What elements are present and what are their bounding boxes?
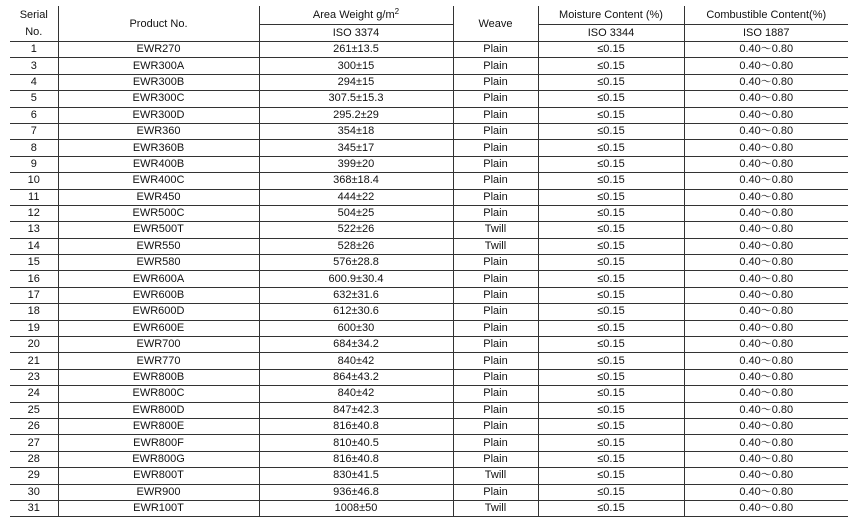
area-weight-header: [259, 6, 453, 25]
area-weight-cell: 1008±50: [259, 500, 453, 516]
table-row: [10, 402, 848, 418]
weave-cell: Plain: [453, 369, 538, 385]
area-weight-cell: 840±42: [259, 386, 453, 402]
moisture-cell: ≤0.15: [538, 304, 684, 320]
combustible-cell: 0.40～0.80: [684, 107, 848, 123]
combustible-cell: 0.40～0.80: [684, 304, 848, 320]
table-row: [10, 205, 848, 221]
moisture-cell: ≤0.15: [538, 205, 684, 221]
weave-cell: Plain: [453, 418, 538, 434]
table-row: [10, 418, 848, 434]
product-cell: EWR800C: [58, 386, 259, 402]
area-weight-standard: ISO 3374: [259, 25, 453, 42]
moisture-cell: ≤0.15: [538, 107, 684, 123]
serial-cell: 31: [10, 500, 58, 516]
table-row: [10, 58, 848, 74]
moisture-cell: ≤0.15: [538, 42, 684, 58]
table-row: [10, 255, 848, 271]
combustible-cell: 0.40～0.80: [684, 91, 848, 107]
combustible-cell: 0.40～0.80: [684, 386, 848, 402]
combustible-cell: 0.40～0.80: [684, 140, 848, 156]
weave-cell: Plain: [453, 58, 538, 74]
moisture-cell: ≤0.15: [538, 468, 684, 484]
combustible-cell: 0.40～0.80: [684, 353, 848, 369]
moisture-cell: ≤0.15: [538, 418, 684, 434]
serial-header: [10, 6, 58, 42]
product-cell: EWR770: [58, 353, 259, 369]
combustible-cell: 0.40～0.80: [684, 402, 848, 418]
serial-header-line1: Serial: [19, 8, 48, 21]
product-cell: EWR600D: [58, 304, 259, 320]
moisture-cell: ≤0.15: [538, 337, 684, 353]
serial-cell: 5: [10, 91, 58, 107]
moisture-cell: ≤0.15: [538, 156, 684, 172]
product-cell: EWR800E: [58, 418, 259, 434]
serial-cell: 11: [10, 189, 58, 205]
area-weight-cell: 612±30.6: [259, 304, 453, 320]
table-row: [10, 435, 848, 451]
serial-cell: 16: [10, 271, 58, 287]
moisture-cell: ≤0.15: [538, 271, 684, 287]
combustible-header: Combustible Content(%): [684, 6, 848, 25]
serial-cell: 13: [10, 222, 58, 238]
table-row: [10, 468, 848, 484]
serial-cell: 12: [10, 205, 58, 221]
product-cell: EWR580: [58, 255, 259, 271]
serial-cell: 27: [10, 435, 58, 451]
product-cell: EWR600A: [58, 271, 259, 287]
combustible-cell: 0.40～0.80: [684, 189, 848, 205]
table-row: [10, 222, 848, 238]
weave-cell: Plain: [453, 435, 538, 451]
moisture-cell: ≤0.15: [538, 500, 684, 516]
moisture-cell: ≤0.15: [538, 255, 684, 271]
combustible-cell: 0.40～0.80: [684, 369, 848, 385]
moisture-cell: ≤0.15: [538, 386, 684, 402]
serial-cell: 9: [10, 156, 58, 172]
serial-cell: 17: [10, 287, 58, 303]
table-row: [10, 74, 848, 90]
product-cell: EWR800T: [58, 468, 259, 484]
weave-cell: Plain: [453, 173, 538, 189]
serial-cell: 14: [10, 238, 58, 254]
area-weight-cell: 444±22: [259, 189, 453, 205]
weave-cell: Plain: [453, 337, 538, 353]
area-weight-cell: 576±28.8: [259, 255, 453, 271]
area-weight-cell: 864±43.2: [259, 369, 453, 385]
product-cell: EWR300B: [58, 74, 259, 90]
area-weight-cell: 295.2±29: [259, 107, 453, 123]
moisture-cell: ≤0.15: [538, 484, 684, 500]
product-cell: EWR450: [58, 189, 259, 205]
table-row: [10, 156, 848, 172]
product-cell: EWR900: [58, 484, 259, 500]
product-header: Product No.: [58, 6, 259, 42]
combustible-cell: 0.40～0.80: [684, 123, 848, 139]
weave-cell: Plain: [453, 74, 538, 90]
area-weight-cell: 847±42.3: [259, 402, 453, 418]
combustible-cell: 0.40～0.80: [684, 337, 848, 353]
weave-cell: Plain: [453, 386, 538, 402]
product-cell: EWR100T: [58, 500, 259, 516]
area-weight-cell: 528±26: [259, 238, 453, 254]
weave-cell: Plain: [453, 402, 538, 418]
weave-cell: Plain: [453, 189, 538, 205]
weave-cell: Plain: [453, 271, 538, 287]
product-cell: EWR800G: [58, 451, 259, 467]
serial-cell: 10: [10, 173, 58, 189]
moisture-standard: ISO 3344: [538, 25, 684, 42]
specification-table: [10, 6, 848, 517]
area-weight-cell: 936±46.8: [259, 484, 453, 500]
weave-cell: Plain: [453, 140, 538, 156]
combustible-cell: 0.40～0.80: [684, 418, 848, 434]
combustible-cell: 0.40～0.80: [684, 287, 848, 303]
weave-cell: Plain: [453, 156, 538, 172]
weave-cell: Plain: [453, 320, 538, 336]
combustible-cell: 0.40～0.80: [684, 451, 848, 467]
product-cell: EWR270: [58, 42, 259, 58]
serial-cell: 6: [10, 107, 58, 123]
table-row: [10, 320, 848, 336]
product-cell: EWR500C: [58, 205, 259, 221]
area-weight-cell: 354±18: [259, 123, 453, 139]
table-row: [10, 140, 848, 156]
combustible-cell: 0.40～0.80: [684, 500, 848, 516]
product-cell: EWR360B: [58, 140, 259, 156]
area-weight-cell: 816±40.8: [259, 418, 453, 434]
product-cell: EWR500T: [58, 222, 259, 238]
product-cell: EWR800B: [58, 369, 259, 385]
area-weight-cell: 294±15: [259, 74, 453, 90]
combustible-cell: 0.40～0.80: [684, 484, 848, 500]
product-cell: EWR400C: [58, 173, 259, 189]
weave-cell: Plain: [453, 353, 538, 369]
weave-cell: Twill: [453, 468, 538, 484]
product-cell: EWR700: [58, 337, 259, 353]
product-cell: EWR600B: [58, 287, 259, 303]
serial-cell: 21: [10, 353, 58, 369]
moisture-cell: ≤0.15: [538, 353, 684, 369]
weave-header: Weave: [453, 6, 538, 42]
product-cell: EWR300A: [58, 58, 259, 74]
table-row: [10, 304, 848, 320]
combustible-cell: 0.40～0.80: [684, 156, 848, 172]
product-cell: EWR300D: [58, 107, 259, 123]
serial-cell: 19: [10, 320, 58, 336]
table-row: [10, 337, 848, 353]
serial-cell: 30: [10, 484, 58, 500]
moisture-cell: ≤0.15: [538, 238, 684, 254]
moisture-cell: ≤0.15: [538, 91, 684, 107]
moisture-cell: ≤0.15: [538, 369, 684, 385]
product-cell: EWR300C: [58, 91, 259, 107]
area-weight-cell: 522±26: [259, 222, 453, 238]
product-cell: EWR600E: [58, 320, 259, 336]
product-cell: EWR550: [58, 238, 259, 254]
weave-cell: Plain: [453, 91, 538, 107]
table-row: [10, 386, 848, 402]
moisture-cell: ≤0.15: [538, 173, 684, 189]
table-row: [10, 107, 848, 123]
combustible-cell: 0.40～0.80: [684, 74, 848, 90]
area-weight-cell: 816±40.8: [259, 451, 453, 467]
moisture-header: Moisture Content (%): [538, 6, 684, 25]
table-row: [10, 287, 848, 303]
weave-cell: Plain: [453, 484, 538, 500]
area-weight-cell: 300±15: [259, 58, 453, 74]
weave-cell: Plain: [453, 287, 538, 303]
area-weight-cell: 345±17: [259, 140, 453, 156]
combustible-cell: 0.40～0.80: [684, 468, 848, 484]
area-weight-cell: 600±30: [259, 320, 453, 336]
area-weight-label: Area Weight g/m: [312, 9, 395, 21]
serial-cell: 20: [10, 337, 58, 353]
serial-cell: 7: [10, 123, 58, 139]
table-row: [10, 500, 848, 516]
serial-cell: 25: [10, 402, 58, 418]
serial-cell: 1: [10, 42, 58, 58]
combustible-cell: 0.40～0.80: [684, 42, 848, 58]
moisture-cell: ≤0.15: [538, 123, 684, 139]
moisture-cell: ≤0.15: [538, 222, 684, 238]
table-header: [10, 6, 848, 42]
weave-cell: Plain: [453, 107, 538, 123]
moisture-cell: ≤0.15: [538, 287, 684, 303]
combustible-cell: 0.40～0.80: [684, 320, 848, 336]
table-row: [10, 353, 848, 369]
weave-cell: Twill: [453, 500, 538, 516]
area-weight-cell: 504±25: [259, 205, 453, 221]
combustible-cell: 0.40～0.80: [684, 271, 848, 287]
weave-cell: Plain: [453, 304, 538, 320]
weave-cell: Twill: [453, 238, 538, 254]
combustible-cell: 0.40～0.80: [684, 205, 848, 221]
table-row: [10, 123, 848, 139]
area-weight-cell: 261±13.5: [259, 42, 453, 58]
table-row: [10, 238, 848, 254]
combustible-cell: 0.40～0.80: [684, 173, 848, 189]
weave-cell: Twill: [453, 222, 538, 238]
serial-cell: 28: [10, 451, 58, 467]
area-weight-superscript: 2: [394, 7, 400, 16]
serial-cell: 15: [10, 255, 58, 271]
product-cell: EWR360: [58, 123, 259, 139]
table-row: [10, 271, 848, 287]
moisture-cell: ≤0.15: [538, 189, 684, 205]
weave-cell: Plain: [453, 255, 538, 271]
area-weight-cell: 684±34.2: [259, 337, 453, 353]
weave-cell: Plain: [453, 123, 538, 139]
moisture-cell: ≤0.15: [538, 58, 684, 74]
serial-header-line2: No.: [25, 25, 43, 38]
moisture-cell: ≤0.15: [538, 140, 684, 156]
area-weight-cell: 632±31.6: [259, 287, 453, 303]
combustible-cell: 0.40～0.80: [684, 255, 848, 271]
table-row: [10, 451, 848, 467]
serial-cell: 26: [10, 418, 58, 434]
table-body: [10, 42, 848, 517]
serial-cell: 3: [10, 58, 58, 74]
area-weight-cell: 830±41.5: [259, 468, 453, 484]
combustible-cell: 0.40～0.80: [684, 238, 848, 254]
product-cell: EWR800D: [58, 402, 259, 418]
serial-cell: 24: [10, 386, 58, 402]
serial-cell: 4: [10, 74, 58, 90]
area-weight-cell: 399±20: [259, 156, 453, 172]
moisture-cell: ≤0.15: [538, 435, 684, 451]
moisture-cell: ≤0.15: [538, 402, 684, 418]
table-row: [10, 369, 848, 385]
combustible-cell: 0.40～0.80: [684, 222, 848, 238]
weave-cell: Plain: [453, 42, 538, 58]
area-weight-cell: 307.5±15.3: [259, 91, 453, 107]
area-weight-cell: 368±18.4: [259, 173, 453, 189]
combustible-standard: ISO 1887: [684, 25, 848, 42]
serial-cell: 23: [10, 369, 58, 385]
table-row: [10, 173, 848, 189]
moisture-cell: ≤0.15: [538, 74, 684, 90]
serial-cell: 29: [10, 468, 58, 484]
table-row: [10, 42, 848, 58]
table-row: [10, 91, 848, 107]
weave-cell: Plain: [453, 205, 538, 221]
combustible-cell: 0.40～0.80: [684, 435, 848, 451]
moisture-cell: ≤0.15: [538, 320, 684, 336]
serial-cell: 8: [10, 140, 58, 156]
table-row: [10, 484, 848, 500]
serial-cell: 18: [10, 304, 58, 320]
combustible-cell: 0.40～0.80: [684, 58, 848, 74]
table-row: [10, 189, 848, 205]
product-cell: EWR400B: [58, 156, 259, 172]
product-cell: EWR800F: [58, 435, 259, 451]
area-weight-cell: 840±42: [259, 353, 453, 369]
area-weight-cell: 600.9±30.4: [259, 271, 453, 287]
area-weight-cell: 810±40.5: [259, 435, 453, 451]
moisture-cell: ≤0.15: [538, 451, 684, 467]
weave-cell: Plain: [453, 451, 538, 467]
